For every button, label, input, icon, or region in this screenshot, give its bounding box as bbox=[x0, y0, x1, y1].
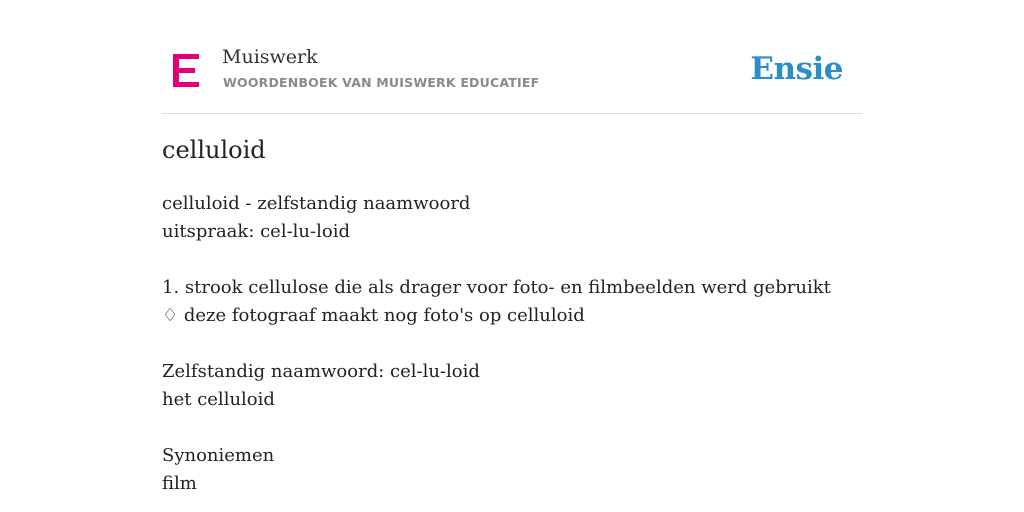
entry-body bbox=[162, 190, 831, 498]
entry-title: celluloid bbox=[162, 136, 266, 164]
muiswerk-logo-icon[interactable] bbox=[173, 54, 199, 87]
header bbox=[162, 0, 862, 114]
entry-line bbox=[162, 414, 831, 442]
ensie-logo[interactable]: Ensie bbox=[750, 51, 843, 87]
logo-bar-bottom bbox=[173, 82, 199, 87]
entry-line bbox=[162, 330, 831, 358]
entry-line: 1. strook cellulose die als drager voor foto- en filmbeelden werd gebruikt bbox=[162, 277, 831, 298]
entry-line: Synoniemen bbox=[162, 445, 275, 466]
entry-line: het celluloid bbox=[162, 389, 275, 410]
entry-line: Zelfstandig naamwoord: cel-lu-loid bbox=[162, 361, 480, 382]
entry-line: celluloid - zelfstandig naamwoord bbox=[162, 193, 471, 214]
logo-bar-middle bbox=[173, 68, 195, 73]
brand-name[interactable]: Muiswerk bbox=[222, 46, 318, 68]
logo-bar-top bbox=[173, 54, 199, 59]
entry-line: ♢ deze fotograaf maakt nog foto's op celluloid bbox=[162, 305, 585, 326]
brand-subtitle: WOORDENBOEK VAN MUISWERK EDUCATIEF bbox=[223, 75, 540, 90]
entry-line: uitspraak: cel-lu-loid bbox=[162, 221, 350, 242]
entry-line: film bbox=[162, 473, 197, 494]
content-container bbox=[162, 0, 862, 494]
entry-line bbox=[162, 246, 831, 274]
